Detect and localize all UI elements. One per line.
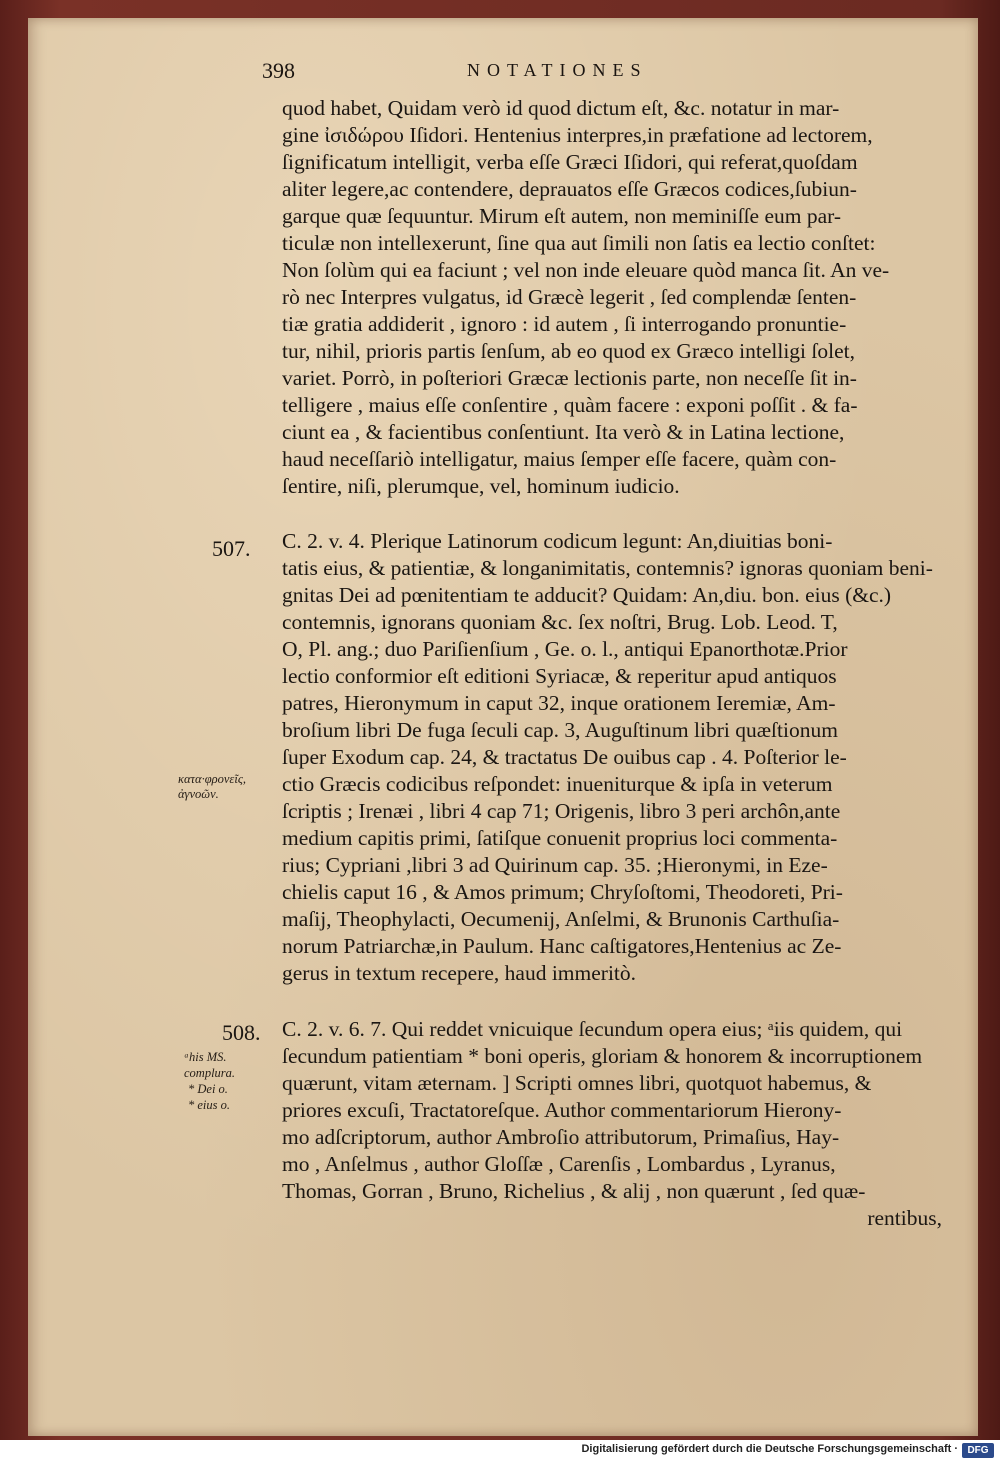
text-line: gnitas Dei ad pœnitentiam te adducit? Quidam: An,diu. bon. eius (&c.) [282,583,892,607]
text-line: mo adſcriptorum, author Ambroſio attributorum, Primaſius, Hay- [282,1125,840,1149]
text-line: rò nec Interpres vulgatus, id Græcè legerit , ſed complendæ ſenten- [282,285,857,309]
text-line: Thomas, Gorran , Bruno, Richelius , & alij , non quærunt , ſed quæ- [282,1179,866,1203]
text-line: tur, nihil, prioris partis ſenſum, ab eo quod ex Græco intelligi ſolet, [282,339,855,363]
running-head-title: NOTATIONES [467,60,648,80]
text-line: priores excuſi, Tractatoreſque. Author commentariorum Hierony- [282,1098,842,1122]
margin-variant-note: complura. [184,1066,236,1080]
text-line: maſij, Theophylacti, Oecumenij, Anſelmi, & Brunonis Carthuſia- [282,907,840,931]
text-line: tiæ gratia addiderit , ignoro : id autem , ſi interrogando pronuntie- [282,312,847,336]
margin-variant-note: * Dei o. [188,1082,228,1096]
text-line: gine ἰσιδώρου Iſidori. Hentenius interpres,in præfatione ad lectorem, [282,123,873,147]
note-number-507: 507. [212,536,251,561]
text-line: ctio Græcis codicibus reſpondet: inueniturque & ipſa in veterum [282,772,833,796]
text-line: Non ſolùm qui ea faciunt ; vel non inde eleuare quòd manca ſit. An ve- [282,258,890,282]
dfg-logo-icon: DFG [962,1443,994,1458]
text-line: C. 2. v. 6. 7. Qui reddet vnicuique ſecundum opera eius; ᵃiis quidem, qui [282,1017,903,1041]
text-line: lectio conformior eſt editioni Syriacæ, & reperitur apud antiquos [282,664,837,688]
margin-greek-gloss: ἀγνοῶν. [178,787,219,801]
text-line: telligere , maius eſſe conſentire , quàm facere : exponi poſſit . & fa- [282,393,858,417]
text-line: variet. Porrò, in poſteriori Græcæ lectionis parte, non neceſſe ſit in- [282,366,857,390]
text-line: tatis eius, & patientiæ, & longanimitatis, contemnis? ignoras quoniam beni- [282,556,933,580]
text-line: patres, Hieronymum in caput 32, inque orationem Ieremiæ, Am- [282,691,836,715]
margin-variant-note: ᵃhis MS. [184,1050,227,1064]
text-line: quod habet, Quidam verò id quod dictum eſt, &c. notatur in mar- [282,96,840,120]
text-line: ſcriptis ; Irenæi , libri 4 cap 71; Origenis, libro 3 peri archôn,ante [282,799,841,823]
text-line: gerus in textum recepere, haud immeritò. [282,961,637,985]
text-line: broſium libri De fuga ſeculi cap. 3, Auguſtinum libri quæſtionum [282,718,838,742]
page-number: 398 [262,58,295,83]
text-line: ſentire, niſi, plerumque, vel, hominum iudicio. [282,474,680,498]
margin-greek-gloss: κατα·φρονεῖς, [178,772,247,786]
text-line: ſignificatum intelligit, verba eſſe Græci Iſidori, qui referat,quoſdam [282,150,858,174]
text-line: aliter legere,ac contendere, deprauatos eſſe Græcos codices,ſubiun- [282,177,857,201]
text-line: chielis caput 16 , & Amos primum; Chryſoſtomi, Theodoreti, Pri- [282,880,843,904]
text-line: ticulæ non intellexerunt, ſine qua aut ſimili non ſatis ea lectio conſtet: [282,231,876,255]
margin-variant-note: * eius o. [188,1098,231,1112]
text-line: ciunt ea , & facientibus conſentiunt. Ita verò & in Latina lectione, [282,420,845,444]
note-number-508: 508. [222,1020,261,1045]
text-line: medium capitis primi, ſatiſque conuenit proprius loci commenta- [282,826,838,850]
footer-bar [0,1440,1000,1462]
text-line: quærunt, vitam æternam. ] Scripti omnes libri, quotquot habemus, & [282,1071,872,1095]
text-line: C. 2. v. 4. Plerique Latinorum codicum legunt: An,diuitias boni- [282,529,833,553]
text-line: mo , Anſelmus , author Gloſſæ , Carenſis , Lombardus , Lyranus, [282,1152,836,1176]
text-line: contemnis, ignorans quoniam &c. ſex noſtri, Brug. Lob. Leod. T, [282,610,838,634]
text-line: rius; Cypriani ,libri 3 ad Quirinum cap. 35. ;Hieronymi, in Eze- [282,853,828,877]
text-line: norum Patriarchæ,in Paulum. Hanc caſtigatores,Hentenius ac Ze- [282,934,842,958]
footer-credit: Digitalisierung gefördert durch die Deutsche Forschungsgemeinschaft · [581,1443,958,1455]
text-line: ſuper Exodum cap. 24, & tractatus De ouibus cap . 4. Poſterior le- [282,745,847,769]
text-line: rentibus, [867,1206,942,1230]
text-line: garque quæ ſequuntur. Mirum eſt autem, non meminiſſe eum par- [282,204,842,228]
text-line: haud neceſſariò intelligatur, maius ſemper eſſe facere, quàm con- [282,447,837,471]
text-line: O, Pl. ang.; duo Pariſienſium , Ge. o. l., antiqui Epanorthotæ.Prior [282,637,848,661]
text-line: ſecundum patientiam * boni operis, gloriam & honorem & incorruptionem [282,1044,923,1068]
